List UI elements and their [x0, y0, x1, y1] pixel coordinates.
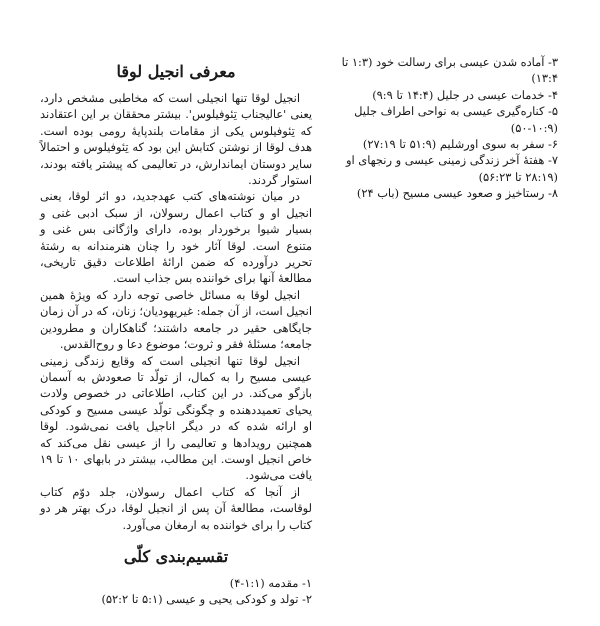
- outline-item-7: ۷- هفتهٔ آخر زندگی زمینی عیسی و رنجهای او (۲۸:۱۹ تا ۵۶:۲۳): [346, 153, 558, 184]
- intro-paragraph-1: انجیل لوقا تنها انجیلی است که مخاطبی مشخص دارد، یعنی 'عالیجناب تِئوفیلوس'. بیشتر محققان بر این اعتقادند که تِئوفیلوس یکی از مقامات بلندپایهٔ رومی بوده است. هدف لوقا از نوشتن کتابش این بود که تِئوفیلوس و احتمالاً سایر دوستان ایماندارش، در تعالیمی که پیشتر یافته بودند، استوار گردند.: [40, 91, 312, 188]
- intro-paragraph-3: انجیل لوقا به مسائل خاصی توجه دارد که ویژهٔ همین انجیل است، از آن جمله: غیریهودیان؛ زنان، که در آن زمان جایگاهی حقیر در جامعه داشتند؛ گناهکاران و مطرودین جامعه؛ مسئلهٔ فقر و ثروت؛ موضوع دعا و روح‌القدس.: [39, 287, 312, 352]
- intro-column: [40, 62, 312, 608]
- outline-item-1: ۱- مقدمه (۱:۱-۴): [229, 575, 312, 590]
- outline-item-5: ۵- کناره‌گیری عیسی به نواحی اطراف جلیل (۱۰:۹-۵۰): [354, 104, 558, 135]
- outline-item-8: ۸- رستاخیز و صعود عیسی مسیح (باب ۲۴): [356, 186, 558, 201]
- outline-title: تقسیم‌بندی کلّی: [123, 546, 229, 566]
- outline-item-4: ۴- خدمات عیسی در جلیل (۱۴:۴ تا ۹:۹): [372, 87, 558, 102]
- outline-list-part-1: [40, 575, 312, 608]
- outline-item-3: ۳- آماده شدن عیسی برای رسالت خود (۱:۳ تا ۱۳:۴): [341, 55, 558, 86]
- intro-paragraph-5: از آنجا که کتاب اعمال رسولان، جلد دوّم کتاب لوقاست، مطالعهٔ آن پس از انجیل لوقا، درک بهتر هر دو کتاب را برای خواننده به ارمغان می‌آورد.: [40, 484, 312, 532]
- intro-paragraph-4: انجیل لوقا تنها انجیلی است که وقایع زندگی زمینی عیسی مسیح را به کمال، از تولّد تا صعودش به آسمان بازگو می‌کند. در این کتاب، اطلاعاتی در خصوص ولادت یحیای تعمیددهنده و چگونگی تولّد عیسی مسیح و کودکی او ارائه شده که در دیگر اناجیل یافت نمی‌شود. لوقا همچنین رویدادها و تعالیمی را از عیسی نقل می‌کند که خاص انجیل اوست. این مطالب، بیشتر در بابهای ۱۰ تا ۱۹ یافت می‌شود.: [40, 353, 313, 483]
- outline-item-2: ۲- تولد و کودکی یحیی و عیسی (۵:۱ تا ۵۲:۲): [101, 592, 312, 607]
- outline-item-6: ۶- سفر به سوی اورشلیم (۵۱:۹ تا ۲۷:۱۹): [362, 137, 558, 152]
- outline-list-part-2: [318, 54, 558, 202]
- outline-column: [318, 54, 558, 202]
- intro-paragraph-2: در میان نوشته‌های کتب عهدجدید، دو اثر لوقا، یعنی انجیل او و کتاب اعمال رسولان، از سبک ادبی غنی و بسیار شیوا برخوردار بوده، دارای واژگانی بس غنی و متنوع است. لوقا آثار خود را چنان هنرمندانه به رشتهٔ تحریر درآورده که ضمن ارائهٔ اطلاعات دقیق تاریخی، مطالعهٔ آنها برای خواننده بس جذاب است.: [40, 189, 312, 286]
- intro-title: معرفی انجیل لوقا: [116, 62, 236, 81]
